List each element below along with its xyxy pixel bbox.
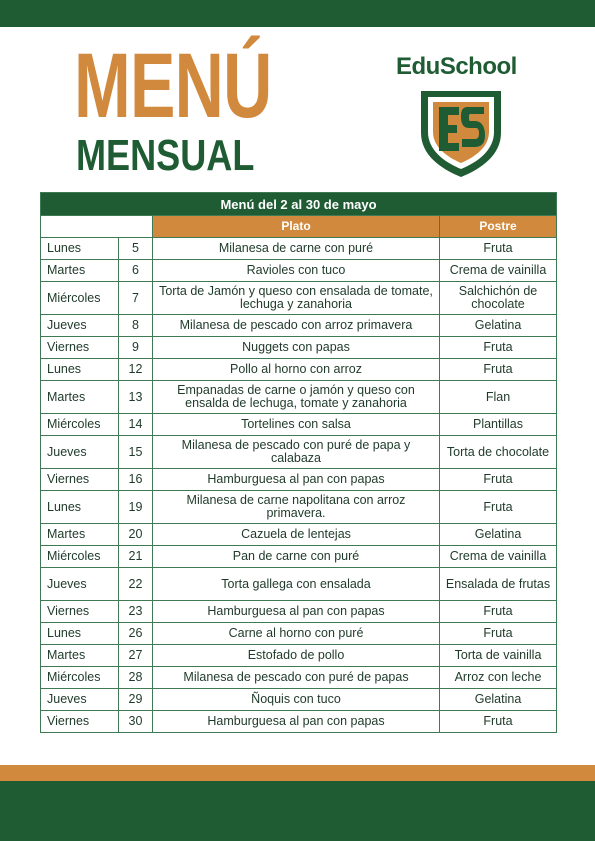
date-cell: 26 xyxy=(119,623,153,645)
dish-cell: Milanesa de carne napolitana con arroz primavera. xyxy=(153,491,440,524)
dish-cell: Tortelines con salsa xyxy=(153,414,440,436)
date-cell: 12 xyxy=(119,359,153,381)
dessert-cell: Fruta xyxy=(440,491,557,524)
date-cell: 16 xyxy=(119,469,153,491)
dish-cell: Ñoquis con tuco xyxy=(153,689,440,711)
day-cell: Viernes xyxy=(41,711,119,733)
date-cell: 13 xyxy=(119,381,153,414)
table-row xyxy=(41,381,557,414)
dessert-cell: Ensalada de frutas xyxy=(440,568,557,601)
dish-cell: Milanesa de pescado con puré de papas xyxy=(153,667,440,689)
day-cell: Lunes xyxy=(41,238,119,260)
dessert-cell: Fruta xyxy=(440,238,557,260)
green-footer-band xyxy=(0,781,595,841)
day-cell: Lunes xyxy=(41,623,119,645)
date-cell: 6 xyxy=(119,260,153,282)
day-cell: Martes xyxy=(41,524,119,546)
top-green-band xyxy=(0,0,595,27)
column-header-dessert: Postre xyxy=(440,216,557,238)
column-header-dish: Plato xyxy=(153,216,440,238)
date-cell: 30 xyxy=(119,711,153,733)
menu-table xyxy=(40,192,557,733)
table-row xyxy=(41,568,557,601)
dessert-cell: Gelatina xyxy=(440,689,557,711)
date-cell: 7 xyxy=(119,282,153,315)
day-cell: Lunes xyxy=(41,491,119,524)
table-row xyxy=(41,524,557,546)
day-cell: Jueves xyxy=(41,315,119,337)
dessert-cell: Plantillas xyxy=(440,414,557,436)
dish-cell: Torta gallega con ensalada xyxy=(153,568,440,601)
date-cell: 23 xyxy=(119,601,153,623)
date-cell: 8 xyxy=(119,315,153,337)
day-cell: Miércoles xyxy=(41,414,119,436)
date-cell: 19 xyxy=(119,491,153,524)
day-cell: Lunes xyxy=(41,359,119,381)
shield-logo-icon xyxy=(419,89,503,179)
dish-cell: Empanadas de carne o jamón y queso con ensalda de lechuga, tomate y zanahoria xyxy=(153,381,440,414)
date-cell: 15 xyxy=(119,436,153,469)
dish-cell: Cazuela de lentejas xyxy=(153,524,440,546)
dessert-cell: Crema de vainilla xyxy=(440,546,557,568)
table-row xyxy=(41,491,557,524)
dessert-cell: Torta de vainilla xyxy=(440,645,557,667)
dish-cell: Pollo al horno con arroz xyxy=(153,359,440,381)
blank-header-cell xyxy=(41,216,153,238)
dessert-cell: Salchichón de chocolate xyxy=(440,282,557,315)
table-row xyxy=(41,469,557,491)
dessert-cell: Flan xyxy=(440,381,557,414)
table-row xyxy=(41,711,557,733)
day-cell: Viernes xyxy=(41,469,119,491)
table-row xyxy=(41,436,557,469)
dessert-cell: Arroz con leche xyxy=(440,667,557,689)
dish-cell: Ravioles con tuco xyxy=(153,260,440,282)
day-cell: Miércoles xyxy=(41,546,119,568)
date-cell: 14 xyxy=(119,414,153,436)
date-cell: 20 xyxy=(119,524,153,546)
day-cell: Miércoles xyxy=(41,282,119,315)
dessert-cell: Fruta xyxy=(440,359,557,381)
dish-cell: Milanesa de pescado con puré de papa y calabaza xyxy=(153,436,440,469)
date-cell: 5 xyxy=(119,238,153,260)
day-cell: Miércoles xyxy=(41,667,119,689)
dish-cell: Hamburguesa al pan con papas xyxy=(153,711,440,733)
dish-cell: Carne al horno con puré xyxy=(153,623,440,645)
dessert-cell: Gelatina xyxy=(440,315,557,337)
table-row xyxy=(41,414,557,436)
dessert-cell: Fruta xyxy=(440,337,557,359)
table-row xyxy=(41,282,557,315)
dish-cell: Hamburguesa al pan con papas xyxy=(153,469,440,491)
dessert-cell: Gelatina xyxy=(440,524,557,546)
date-cell: 21 xyxy=(119,546,153,568)
table-row xyxy=(41,689,557,711)
dish-cell: Torta de Jamón y queso con ensalada de tomate, lechuga y zanahoria xyxy=(153,282,440,315)
day-cell: Jueves xyxy=(41,568,119,601)
page-subtitle: MENSUAL xyxy=(76,131,255,180)
date-cell: 9 xyxy=(119,337,153,359)
table-row xyxy=(41,623,557,645)
brand-name: EduSchool xyxy=(396,53,517,80)
dessert-cell: Torta de chocolate xyxy=(440,436,557,469)
page-title: MENÚ xyxy=(74,35,272,137)
day-cell: Jueves xyxy=(41,436,119,469)
date-cell: 22 xyxy=(119,568,153,601)
table-row xyxy=(41,337,557,359)
table-row xyxy=(41,315,557,337)
day-cell: Jueves xyxy=(41,689,119,711)
dish-cell: Hamburguesa al pan con papas xyxy=(153,601,440,623)
day-cell: Martes xyxy=(41,645,119,667)
date-cell: 27 xyxy=(119,645,153,667)
dish-cell: Milanesa de pescado con arroz primavera xyxy=(153,315,440,337)
date-cell: 29 xyxy=(119,689,153,711)
table-row xyxy=(41,546,557,568)
dish-cell: Estofado de pollo xyxy=(153,645,440,667)
table-row xyxy=(41,238,557,260)
table-row xyxy=(41,667,557,689)
dessert-cell: Fruta xyxy=(440,711,557,733)
dessert-cell: Fruta xyxy=(440,601,557,623)
orange-footer-band xyxy=(0,765,595,781)
table-row xyxy=(41,359,557,381)
dish-cell: Milanesa de carne con puré xyxy=(153,238,440,260)
dessert-cell: Fruta xyxy=(440,469,557,491)
dish-cell: Nuggets con papas xyxy=(153,337,440,359)
table-row xyxy=(41,260,557,282)
day-cell: Viernes xyxy=(41,337,119,359)
dish-cell: Pan de carne con puré xyxy=(153,546,440,568)
dessert-cell: Fruta xyxy=(440,623,557,645)
table-caption: Menú del 2 al 30 de mayo xyxy=(41,193,557,216)
day-cell: Viernes xyxy=(41,601,119,623)
table-row xyxy=(41,601,557,623)
day-cell: Martes xyxy=(41,260,119,282)
day-cell: Martes xyxy=(41,381,119,414)
dessert-cell: Crema de vainilla xyxy=(440,260,557,282)
table-row xyxy=(41,645,557,667)
date-cell: 28 xyxy=(119,667,153,689)
